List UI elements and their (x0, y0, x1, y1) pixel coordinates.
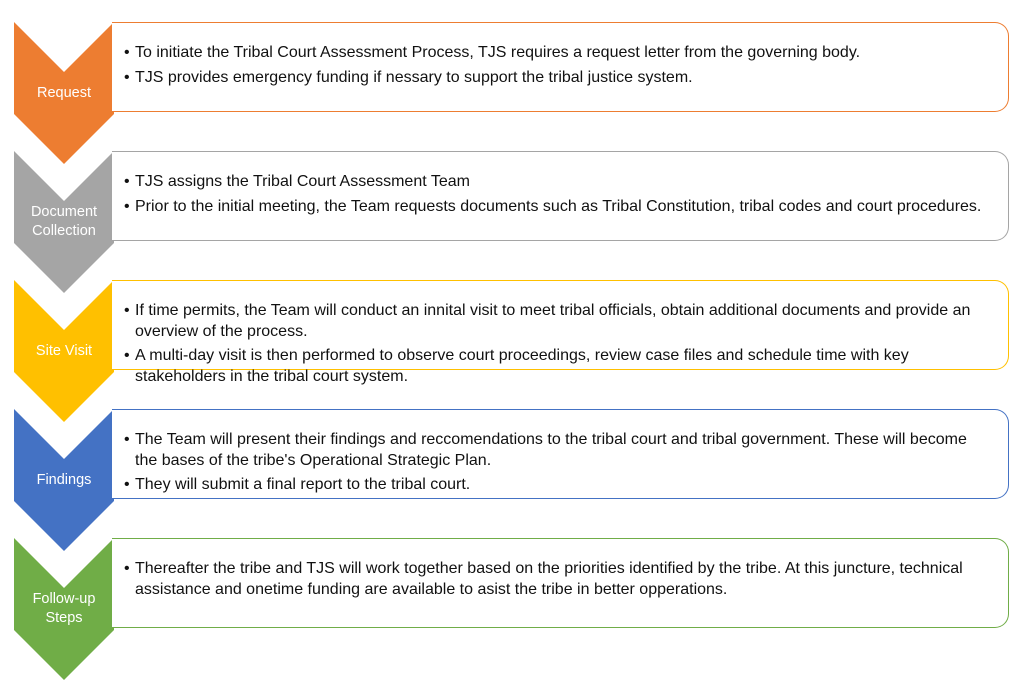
step-label: Site Visit (35, 342, 93, 359)
step-site-visit (0, 280, 1031, 425)
step-follow-up (0, 538, 1031, 683)
chevron-site-visit (14, 280, 114, 422)
step-label: Request (36, 84, 91, 101)
step-detail-box (112, 151, 1009, 241)
bullet-list (124, 430, 988, 496)
bullet-list (124, 43, 988, 88)
step-label: Findings (36, 471, 92, 488)
step-label: Document Collection (30, 204, 98, 239)
bullet-item: • Thereafter the tribe and TJS will work together based on the priorities identified by the tribe. At this juncture, technical assistance and onetime funding are available to asist the tribe in better opperations. (124, 559, 988, 600)
chevron-request (14, 22, 114, 164)
step-detail-box (112, 538, 1009, 628)
bullet-list (124, 301, 988, 387)
bullet-item: • A multi-day visit is then performed to observe court proceedings, review case files and schedule time with key stakeholders in the tribal court system. (124, 346, 988, 387)
step-label: Follow-up Steps (32, 591, 96, 626)
chevron-findings (14, 409, 114, 551)
bullet-item: • The Team will present their findings and reccomendations to the tribal court and tribal government. These will become the bases of the tribe's Operational Strategic Plan. (124, 430, 988, 471)
chevron-document-collection (14, 151, 114, 293)
chevron-follow-up (14, 538, 114, 680)
step-detail-box (112, 409, 1009, 499)
step-detail-box (112, 280, 1009, 385)
step-detail-box (112, 22, 1009, 112)
bullet-list (124, 172, 988, 217)
bullet-item: • Prior to the initial meeting, the Team requests documents such as Tribal Constitution, tribal codes and court procedures. (124, 197, 988, 218)
bullet-item: • If time permits, the Team will conduct an innital visit to meet tribal officials, obtain additional documents and provide an overview of the process. (124, 301, 988, 342)
bullet-item: • TJS provides emergency funding if nessary to support the tribal justice system. (124, 68, 988, 89)
bullet-list (124, 559, 988, 600)
bullet-item: • TJS assigns the Tribal Court Assessment Team (124, 172, 988, 193)
bullet-item: • To initiate the Tribal Court Assessment Process, TJS requires a request letter from the governing body. (124, 43, 988, 64)
step-findings (0, 409, 1031, 554)
step-document-collection (0, 151, 1031, 296)
step-request (0, 22, 1031, 167)
bullet-item: • They will submit a final report to the tribal court. (124, 475, 988, 496)
